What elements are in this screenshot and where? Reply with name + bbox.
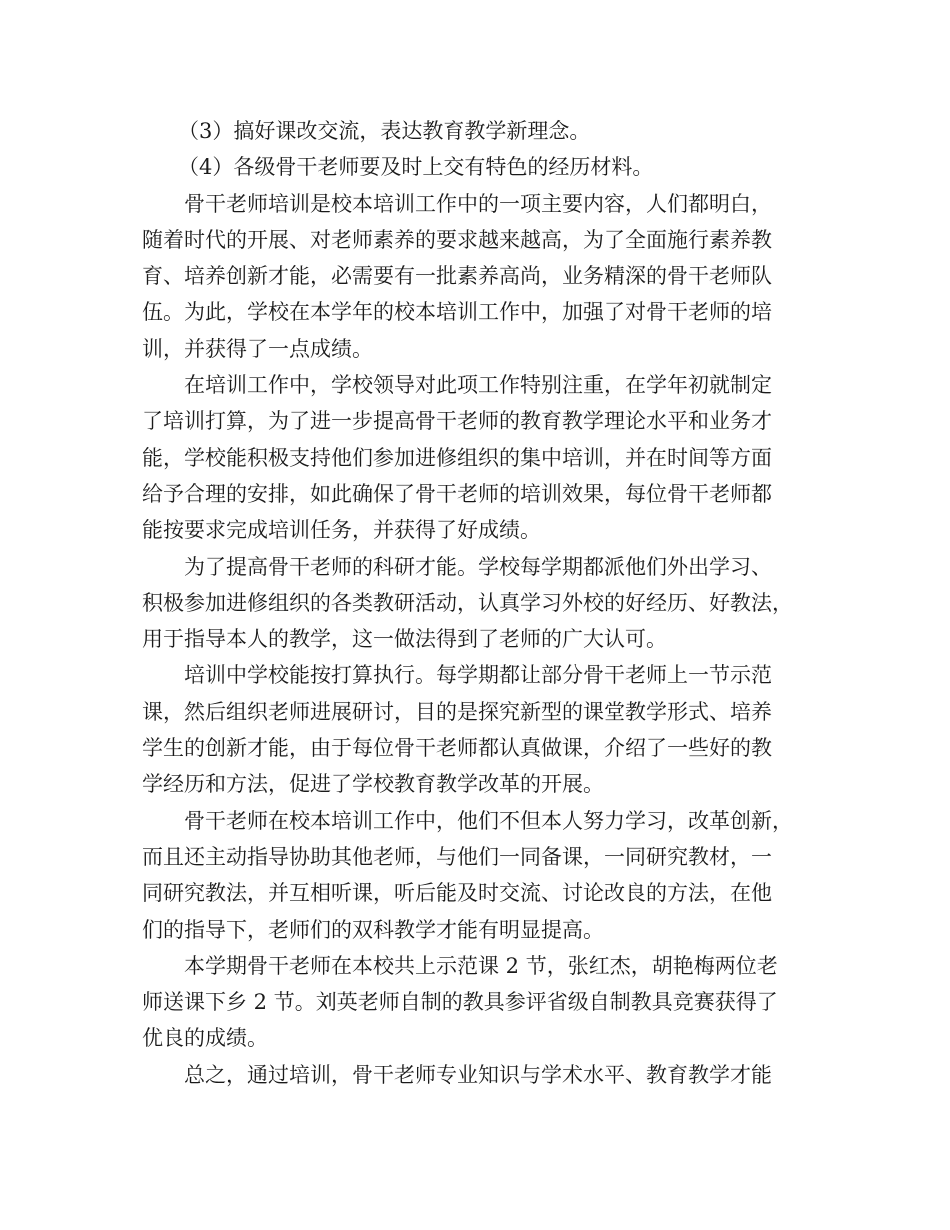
list-item-3: （3）搞好课改交流，表达教育教学新理念。 xyxy=(178,119,591,143)
paragraph-1-line-2: 随着时代的开展、对老师素养的要求越来越高，为了全面施行素养教 xyxy=(142,227,772,252)
paragraph-5-line-4: 们的指导下，老师们的双科教学才能有明显提高。 xyxy=(142,917,604,942)
paragraph-5-line-1: 骨干老师在校本培训工作中，他们不但本人努力学习，改革创新， xyxy=(184,808,793,833)
paragraph-1-line-5: 训，并获得了一点成绩。 xyxy=(142,336,373,361)
paragraph-2-line-2: 了培训打算，为了进一步提高骨干老师的教育教学理论水平和业务才 xyxy=(142,409,772,434)
paragraph-2-line-5: 能按要求完成培训任务，并获得了好成绩。 xyxy=(142,518,541,543)
paragraph-4-line-3: 学生的创新才能，由于每位骨干老师都认真做课，介绍了一些好的教 xyxy=(142,736,772,761)
paragraph-1-line-4: 伍。为此，学校在本学年的校本培训工作中，加强了对骨干老师的培 xyxy=(142,300,772,325)
paragraph-1-line-1: 骨干老师培训是校本培训工作中的一项主要内容，人们都明白， xyxy=(184,191,772,216)
paragraph-4-line-1: 培训中学校能按打算执行。每学期都让部分骨干老师上一节示范 xyxy=(184,663,772,688)
paragraph-6-line-3: 优良的成绩。 xyxy=(142,1026,268,1051)
paragraph-3-line-3: 用于指导本人的教学，这一做法得到了老师的广大认可。 xyxy=(142,627,667,652)
paragraph-5-line-3: 同研究教法，并互相听课，听后能及时交流、讨论改良的方法，在他 xyxy=(142,881,772,906)
paragraph-6-line-2: 师送课下乡 2 节。刘英老师自制的教具参评省级自制教具竞赛获得了 xyxy=(142,990,778,1015)
paragraph-2-line-4: 给予合理的安排，如此确保了骨干老师的培训效果，每位骨干老师都 xyxy=(142,481,772,506)
document-body xyxy=(142,113,814,1093)
paragraph-6-line-1: 本学期骨干老师在本校共上示范课 2 节，张红杰，胡艳梅两位老 xyxy=(184,953,778,978)
list-item-4: （4）各级骨干老师要及时上交有特色的经历材料。 xyxy=(178,155,654,180)
paragraph-5-line-2: 而且还主动指导协助其他老师，与他们一同备课，一同研究教材，一 xyxy=(142,844,772,869)
paragraph-4-line-2: 课，然后组织老师进展研讨，目的是探究新型的课堂教学形式、培养 xyxy=(142,699,772,724)
paragraph-1-line-3: 育、培养创新才能，必需要有一批素养高尚，业务精深的骨干老师队 xyxy=(142,264,772,289)
paragraph-7-line-1: 总之，通过培训，骨干老师专业知识与学术水平、教育教学才能 xyxy=(184,1062,772,1087)
paragraph-3-line-1: 为了提高骨干老师的科研才能。学校每学期都派他们外出学习、 xyxy=(184,554,772,579)
paragraph-3-line-2: 积极参加进修组织的各类教研活动，认真学习外校的好经历、好教法， xyxy=(142,590,793,615)
paragraph-4-line-4: 学经历和方法，促进了学校教育教学改革的开展。 xyxy=(142,772,604,797)
paragraph-2-line-1: 在培训工作中，学校领导对此项工作特别注重，在学年初就制定 xyxy=(184,373,772,398)
paragraph-2-line-3: 能，学校能积极支持他们参加进修组织的集中培训，并在时间等方面 xyxy=(142,445,772,470)
